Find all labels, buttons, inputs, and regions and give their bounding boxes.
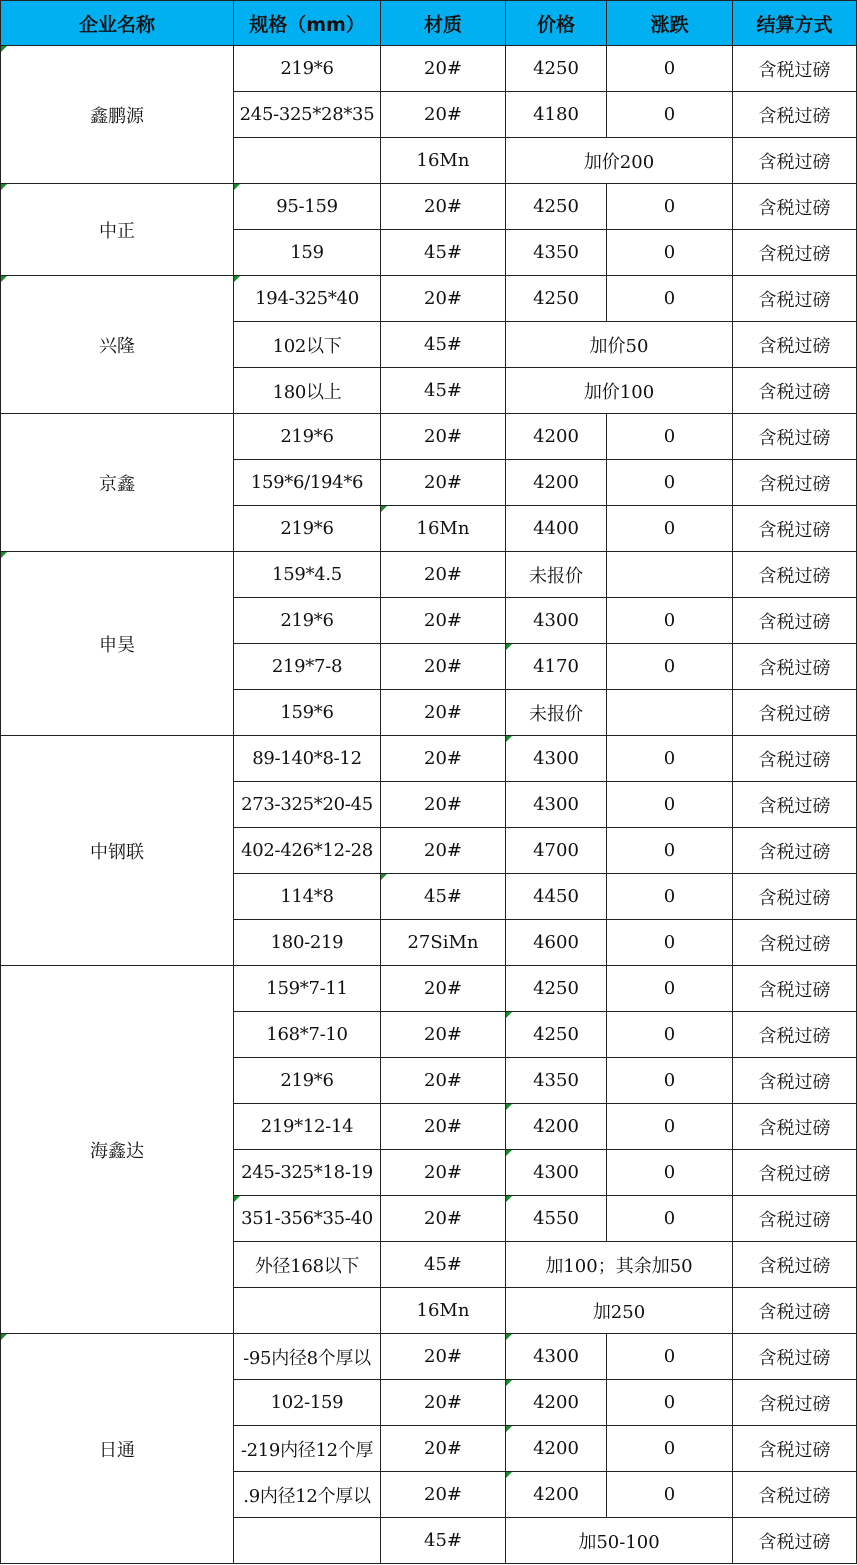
- spec-cell: 180以上: [234, 368, 381, 414]
- settlement-cell: 含税过磅: [733, 1150, 857, 1196]
- table-row: [1, 1334, 857, 1380]
- spec-cell: -219内径12个厚: [234, 1426, 381, 1472]
- price-cell: 4350: [506, 230, 607, 276]
- table-row: [1, 184, 857, 230]
- change-cell: 0: [607, 1380, 733, 1426]
- spec-cell: 219*6: [234, 506, 381, 552]
- price-cell: 4200: [506, 414, 607, 460]
- spec-cell: 159*6/194*6: [234, 460, 381, 506]
- material-cell: 20#: [381, 1334, 506, 1380]
- price-cell: 4200: [506, 1380, 607, 1426]
- header-price: 价格: [506, 1, 607, 46]
- material-cell: 45#: [381, 322, 506, 368]
- change-cell: 0: [607, 1196, 733, 1242]
- settlement-cell: 含税过磅: [733, 1012, 857, 1058]
- spec-cell: 351-356*35-40: [234, 1196, 381, 1242]
- header-company: 企业名称: [1, 1, 234, 46]
- spec-cell: 114*8: [234, 874, 381, 920]
- material-cell: 20#: [381, 1012, 506, 1058]
- spec-cell: 402-426*12-28: [234, 828, 381, 874]
- material-cell: 20#: [381, 598, 506, 644]
- settlement-cell: 含税过磅: [733, 1334, 857, 1380]
- material-cell: 20#: [381, 690, 506, 736]
- settlement-cell: 含税过磅: [733, 1472, 857, 1518]
- change-cell: 0: [607, 966, 733, 1012]
- spec-cell: 168*7-10: [234, 1012, 381, 1058]
- price-cell: 未报价: [506, 552, 607, 598]
- material-cell: 20#: [381, 414, 506, 460]
- change-cell: 0: [607, 184, 733, 230]
- price-cell: 4700: [506, 828, 607, 874]
- settlement-cell: 含税过磅: [733, 46, 857, 92]
- change-cell: 0: [607, 736, 733, 782]
- spec-cell: 102以下: [234, 322, 381, 368]
- material-cell: 20#: [381, 828, 506, 874]
- material-cell: 45#: [381, 230, 506, 276]
- settlement-cell: 含税过磅: [733, 552, 857, 598]
- spec-cell: 外径168以下: [234, 1242, 381, 1288]
- spec-cell: 273-325*20-45: [234, 782, 381, 828]
- price-cell: 4300: [506, 782, 607, 828]
- change-cell: 0: [607, 46, 733, 92]
- change-cell: 0: [607, 276, 733, 322]
- note-cell: 加价50: [506, 322, 733, 368]
- spec-cell: 219*12-14: [234, 1104, 381, 1150]
- settlement-cell: 含税过磅: [733, 736, 857, 782]
- price-cell: 4250: [506, 46, 607, 92]
- price-cell: 4250: [506, 966, 607, 1012]
- settlement-cell: 含税过磅: [733, 414, 857, 460]
- note-cell: 加50-100: [506, 1518, 733, 1564]
- settlement-cell: 含税过磅: [733, 1242, 857, 1288]
- table-row: [1, 552, 857, 598]
- table-body: [1, 46, 857, 1564]
- company-cell: 鑫鹏源: [1, 46, 234, 184]
- material-cell: 20#: [381, 966, 506, 1012]
- price-cell: 4300: [506, 1334, 607, 1380]
- price-cell: 未报价: [506, 690, 607, 736]
- note-cell: 加价100: [506, 368, 733, 414]
- settlement-cell: 含税过磅: [733, 92, 857, 138]
- spec-cell: 219*6: [234, 1058, 381, 1104]
- spec-cell: 194-325*40: [234, 276, 381, 322]
- material-cell: 20#: [381, 1426, 506, 1472]
- material-cell: 45#: [381, 368, 506, 414]
- material-cell: 16Mn: [381, 506, 506, 552]
- spec-cell: 159*7-11: [234, 966, 381, 1012]
- change-cell: 0: [607, 460, 733, 506]
- spec-cell: 219*6: [234, 46, 381, 92]
- price-cell: 4180: [506, 92, 607, 138]
- material-cell: 16Mn: [381, 1288, 506, 1334]
- material-cell: 20#: [381, 1104, 506, 1150]
- settlement-cell: 含税过磅: [733, 828, 857, 874]
- price-cell: 4300: [506, 736, 607, 782]
- change-cell: 0: [607, 1058, 733, 1104]
- change-cell: 0: [607, 598, 733, 644]
- settlement-cell: 含税过磅: [733, 322, 857, 368]
- material-cell: 45#: [381, 1518, 506, 1564]
- change-cell: 0: [607, 506, 733, 552]
- change-cell: 0: [607, 1104, 733, 1150]
- material-cell: 20#: [381, 46, 506, 92]
- material-cell: 20#: [381, 1196, 506, 1242]
- material-cell: 20#: [381, 782, 506, 828]
- note-cell: 加价200: [506, 138, 733, 184]
- change-cell: 0: [607, 1012, 733, 1058]
- material-cell: 20#: [381, 1380, 506, 1426]
- change-cell: [607, 552, 733, 598]
- change-cell: 0: [607, 92, 733, 138]
- price-cell: 4200: [506, 1472, 607, 1518]
- material-cell: 16Mn: [381, 138, 506, 184]
- settlement-cell: 含税过磅: [733, 598, 857, 644]
- spec-cell: -95内径8个厚以: [234, 1334, 381, 1380]
- material-cell: 20#: [381, 736, 506, 782]
- spec-cell: 219*6: [234, 414, 381, 460]
- material-cell: 45#: [381, 1242, 506, 1288]
- company-cell: 中钢联: [1, 736, 234, 966]
- change-cell: 0: [607, 644, 733, 690]
- header-settlement: 结算方式: [733, 1, 857, 46]
- settlement-cell: 含税过磅: [733, 1058, 857, 1104]
- material-cell: 20#: [381, 92, 506, 138]
- settlement-cell: 含税过磅: [733, 460, 857, 506]
- spec-cell: 219*7-8: [234, 644, 381, 690]
- spec-cell: 95-159: [234, 184, 381, 230]
- spec-cell: 159*6: [234, 690, 381, 736]
- table-row: [1, 966, 857, 1012]
- settlement-cell: 含税过磅: [733, 1518, 857, 1564]
- change-cell: 0: [607, 1472, 733, 1518]
- spec-cell: 102-159: [234, 1380, 381, 1426]
- settlement-cell: 含税过磅: [733, 920, 857, 966]
- settlement-cell: 含税过磅: [733, 874, 857, 920]
- spec-cell: 219*6: [234, 598, 381, 644]
- change-cell: [607, 690, 733, 736]
- change-cell: 0: [607, 828, 733, 874]
- settlement-cell: 含税过磅: [733, 1380, 857, 1426]
- settlement-cell: 含税过磅: [733, 506, 857, 552]
- price-cell: 4200: [506, 460, 607, 506]
- spec-cell: [234, 138, 381, 184]
- spec-cell: 159: [234, 230, 381, 276]
- price-cell: 4250: [506, 276, 607, 322]
- price-cell: 4400: [506, 506, 607, 552]
- table-row: [1, 276, 857, 322]
- change-cell: 0: [607, 1334, 733, 1380]
- spec-cell: 245-325*28*35: [234, 92, 381, 138]
- note-cell: 加250: [506, 1288, 733, 1334]
- settlement-cell: 含税过磅: [733, 1288, 857, 1334]
- header-row: [1, 1, 857, 46]
- spec-cell: 180-219: [234, 920, 381, 966]
- price-cell: 4170: [506, 644, 607, 690]
- change-cell: 0: [607, 1150, 733, 1196]
- table-row: [1, 414, 857, 460]
- company-cell: 中正: [1, 184, 234, 276]
- spec-cell: 89-140*8-12: [234, 736, 381, 782]
- material-cell: 20#: [381, 1472, 506, 1518]
- price-cell: 4250: [506, 184, 607, 230]
- settlement-cell: 含税过磅: [733, 1196, 857, 1242]
- settlement-cell: 含税过磅: [733, 966, 857, 1012]
- material-cell: 20#: [381, 1058, 506, 1104]
- price-cell: 4300: [506, 1150, 607, 1196]
- company-cell: 申昊: [1, 552, 234, 736]
- material-cell: 20#: [381, 644, 506, 690]
- material-cell: 20#: [381, 184, 506, 230]
- material-cell: 20#: [381, 276, 506, 322]
- header-change: 涨跌: [607, 1, 733, 46]
- settlement-cell: 含税过磅: [733, 138, 857, 184]
- price-cell: 4250: [506, 1012, 607, 1058]
- settlement-cell: 含税过磅: [733, 690, 857, 736]
- price-cell: 4600: [506, 920, 607, 966]
- material-cell: 27SiMn: [381, 920, 506, 966]
- settlement-cell: 含税过磅: [733, 184, 857, 230]
- settlement-cell: 含税过磅: [733, 276, 857, 322]
- change-cell: 0: [607, 782, 733, 828]
- table-row: [1, 46, 857, 92]
- company-cell: 京鑫: [1, 414, 234, 552]
- material-cell: 45#: [381, 874, 506, 920]
- price-cell: 4450: [506, 874, 607, 920]
- settlement-cell: 含税过磅: [733, 644, 857, 690]
- material-cell: 20#: [381, 460, 506, 506]
- change-cell: 0: [607, 1426, 733, 1472]
- material-cell: 20#: [381, 552, 506, 598]
- price-cell: 4350: [506, 1058, 607, 1104]
- header-material: 材质: [381, 1, 506, 46]
- settlement-cell: 含税过磅: [733, 1426, 857, 1472]
- spec-cell: 159*4.5: [234, 552, 381, 598]
- settlement-cell: 含税过磅: [733, 1104, 857, 1150]
- material-cell: 20#: [381, 1150, 506, 1196]
- change-cell: 0: [607, 414, 733, 460]
- price-cell: 4200: [506, 1426, 607, 1472]
- spec-cell: [234, 1518, 381, 1564]
- company-cell: 兴隆: [1, 276, 234, 414]
- change-cell: 0: [607, 920, 733, 966]
- spec-cell: 245-325*18-19: [234, 1150, 381, 1196]
- settlement-cell: 含税过磅: [733, 230, 857, 276]
- note-cell: 加100；其余加50: [506, 1242, 733, 1288]
- change-cell: 0: [607, 230, 733, 276]
- price-cell: 4550: [506, 1196, 607, 1242]
- settlement-cell: 含税过磅: [733, 782, 857, 828]
- settlement-cell: 含税过磅: [733, 368, 857, 414]
- change-cell: 0: [607, 874, 733, 920]
- price-cell: 4300: [506, 598, 607, 644]
- company-cell: 海鑫达: [1, 966, 234, 1334]
- header-spec: 规格（mm）: [234, 1, 381, 46]
- table-row: [1, 736, 857, 782]
- spec-cell: .9内径12个厚以: [234, 1472, 381, 1518]
- company-cell: 日通: [1, 1334, 234, 1564]
- spec-cell: [234, 1288, 381, 1334]
- price-cell: 4200: [506, 1104, 607, 1150]
